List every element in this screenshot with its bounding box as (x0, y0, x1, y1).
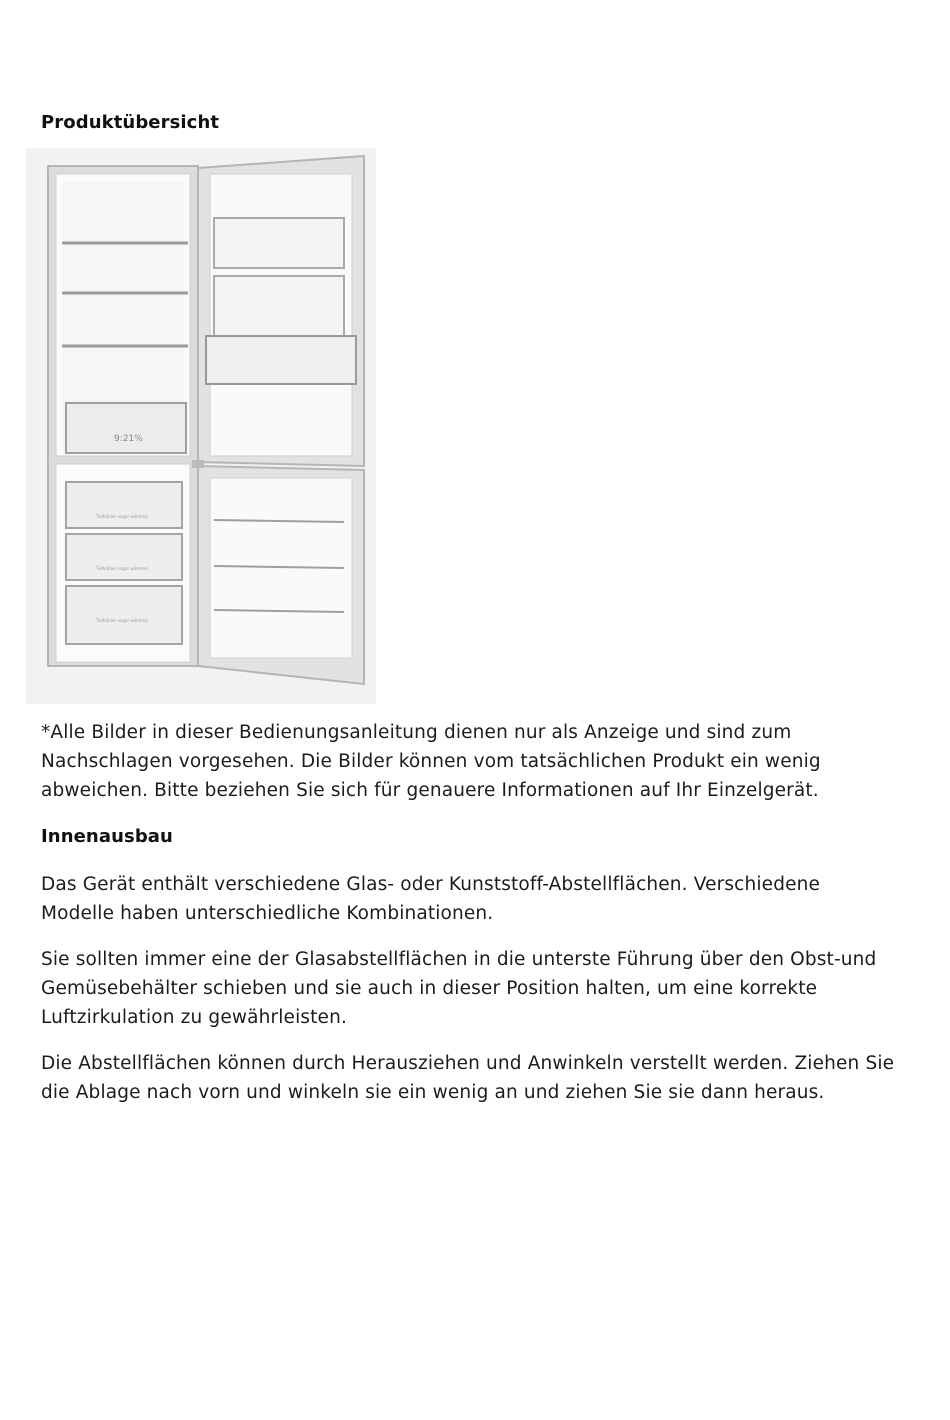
drawer-label: Tiefkühlen sogar während (96, 566, 148, 571)
overview-heading: Produktübersicht (41, 112, 220, 133)
fridge-product-image (26, 148, 376, 704)
interior-heading: Innenausbau (41, 826, 173, 847)
interior-paragraph-2: Sie sollten immer eine der Glasabstellflächen in die unterste Führung über den Obst-und Gemüsebehälter schieben und sie auch in dieser Position halten, um eine korrekte Luftzirkulation zu gewährleisten. (41, 949, 877, 1028)
drawer-label: Tiefkühlen sogar während (96, 618, 148, 623)
image-disclaimer: *Alle Bilder in dieser Bedienungsanleitung dienen nur als Anzeige und sind zum Nachschlagen vorgesehen. Die Bilder können vom tatsächlichen Produkt ein wenig abweichen. Bitte beziehen Sie sich für genauere Informationen auf Ihr Einzelgerät. (41, 722, 821, 801)
interior-paragraph-3: Die Abstellflächen können durch Herausziehen und Anwinkeln verstellt werden. Ziehen Sie die Ablage nach vorn und winkeln sie ein wenig an und ziehen Sie sie dann heraus. (41, 1053, 895, 1103)
interior-paragraph-1: Das Gerät enthält verschiedene Glas- oder Kunststoff-Abstellflächen. Verschiedene Modelle haben unterschiedliche Kombinationen. (41, 874, 821, 924)
fridge-panel-label: 9:21% (114, 434, 143, 444)
drawer-label: Tiefkühlen sogar während (96, 514, 148, 519)
